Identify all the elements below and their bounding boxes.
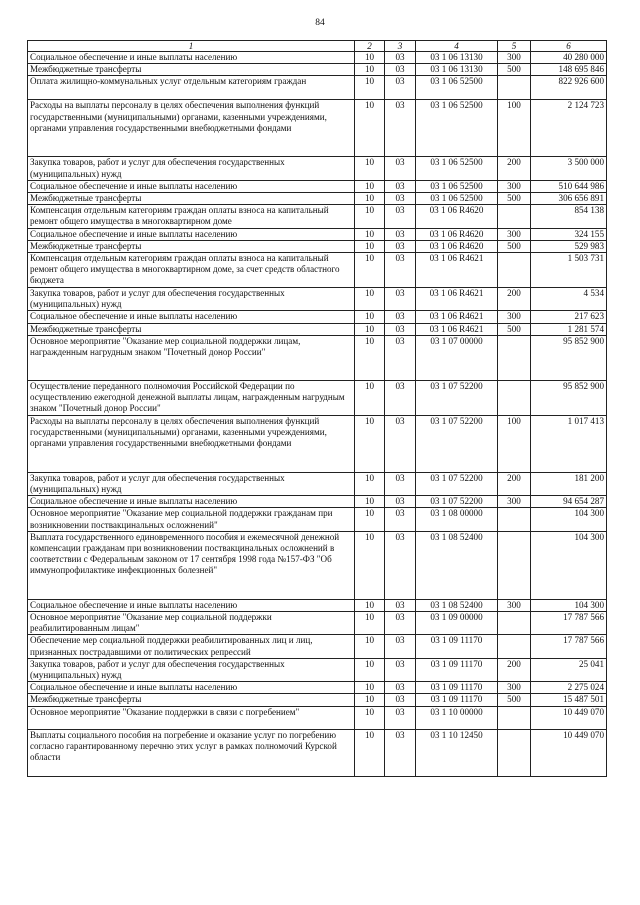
table-row <box>28 100 607 157</box>
row-section: 10 <box>355 253 385 288</box>
row-section: 10 <box>355 682 385 694</box>
row-subsection: 03 <box>385 240 416 252</box>
row-amount: 529 983 <box>531 240 607 252</box>
table-row <box>28 205 607 228</box>
table-row <box>28 531 607 599</box>
row-amount: 2 275 024 <box>531 682 607 694</box>
row-target-code: 03 1 07 52200 <box>416 496 498 508</box>
row-subsection: 03 <box>385 706 416 729</box>
row-target-code: 03 1 06 13130 <box>416 64 498 76</box>
row-expense-type <box>498 706 531 729</box>
row-amount: 1 281 574 <box>531 323 607 335</box>
row-expense-type: 100 <box>498 415 531 472</box>
row-amount: 95 852 900 <box>531 335 607 380</box>
row-expense-type: 500 <box>498 694 531 706</box>
row-target-code: 03 1 06 R4620 <box>416 205 498 228</box>
row-amount: 10 449 070 <box>531 706 607 729</box>
column-header: 2 <box>355 41 385 52</box>
row-section: 10 <box>355 228 385 240</box>
row-name: Межбюджетные трансферты <box>28 694 355 706</box>
table-row <box>28 157 607 180</box>
row-amount: 104 300 <box>531 599 607 611</box>
row-section: 10 <box>355 472 385 495</box>
row-amount: 3 500 000 <box>531 157 607 180</box>
row-expense-type: 100 <box>498 100 531 157</box>
row-expense-type <box>498 253 531 288</box>
table-row <box>28 415 607 472</box>
row-subsection: 03 <box>385 380 416 415</box>
table-row <box>28 288 607 311</box>
row-amount: 17 787 566 <box>531 635 607 658</box>
row-amount: 1 503 731 <box>531 253 607 288</box>
row-name: Социальное обеспечение и иные выплаты населению <box>28 228 355 240</box>
row-section: 10 <box>355 64 385 76</box>
page-number: 84 <box>315 18 325 28</box>
row-section: 10 <box>355 311 385 323</box>
row-name: Социальное обеспечение и иные выплаты населению <box>28 180 355 192</box>
table-row <box>28 508 607 531</box>
row-expense-type: 200 <box>498 472 531 495</box>
row-expense-type: 300 <box>498 180 531 192</box>
column-header: 3 <box>385 41 416 52</box>
table-row <box>28 193 607 205</box>
row-expense-type: 300 <box>498 52 531 64</box>
row-target-code: 03 1 10 12450 <box>416 729 498 776</box>
row-subsection: 03 <box>385 729 416 776</box>
row-amount: 95 852 900 <box>531 380 607 415</box>
row-subsection: 03 <box>385 612 416 635</box>
row-target-code: 03 1 06 R4620 <box>416 228 498 240</box>
row-section: 10 <box>355 496 385 508</box>
row-name: Основное мероприятие "Оказание мер социальной поддержки реабилитированным лицам" <box>28 612 355 635</box>
row-amount: 510 644 986 <box>531 180 607 192</box>
row-expense-type <box>498 612 531 635</box>
row-target-code: 03 1 06 52500 <box>416 100 498 157</box>
row-amount: 148 695 846 <box>531 64 607 76</box>
row-section: 10 <box>355 706 385 729</box>
table-row <box>28 472 607 495</box>
row-expense-type: 200 <box>498 288 531 311</box>
row-target-code: 03 1 08 52400 <box>416 599 498 611</box>
row-expense-type <box>498 531 531 599</box>
row-name: Межбюджетные трансферты <box>28 193 355 205</box>
row-target-code: 03 1 07 52200 <box>416 472 498 495</box>
row-target-code: 03 1 06 52500 <box>416 193 498 205</box>
row-subsection: 03 <box>385 472 416 495</box>
row-name: Закупка товаров, работ и услуг для обеспечения государственных (муниципальных) нужд <box>28 288 355 311</box>
row-subsection: 03 <box>385 496 416 508</box>
row-expense-type: 500 <box>498 323 531 335</box>
row-subsection: 03 <box>385 76 416 100</box>
row-name: Обеспечение мер социальной поддержки реабилитированных лиц и лиц, признанных пострадавшими от политических репрессий <box>28 635 355 658</box>
row-section: 10 <box>355 193 385 205</box>
row-subsection: 03 <box>385 531 416 599</box>
row-subsection: 03 <box>385 682 416 694</box>
table-row <box>28 76 607 100</box>
row-subsection: 03 <box>385 228 416 240</box>
row-name: Социальное обеспечение и иные выплаты населению <box>28 682 355 694</box>
row-name: Социальное обеспечение и иные выплаты населению <box>28 496 355 508</box>
row-name: Компенсация отдельным категориям граждан оплаты взноса на капитальный ремонт общего имущества в многоквартирном доме, за счет средств областного бюджета <box>28 253 355 288</box>
row-amount: 94 654 287 <box>531 496 607 508</box>
table-row <box>28 311 607 323</box>
row-section: 10 <box>355 612 385 635</box>
row-subsection: 03 <box>385 157 416 180</box>
row-subsection: 03 <box>385 311 416 323</box>
row-expense-type <box>498 380 531 415</box>
row-section: 10 <box>355 508 385 531</box>
table-row <box>28 323 607 335</box>
row-amount: 25 041 <box>531 658 607 681</box>
table-row <box>28 706 607 729</box>
column-header: 5 <box>498 41 531 52</box>
row-expense-type: 300 <box>498 682 531 694</box>
row-section: 10 <box>355 599 385 611</box>
row-name: Расходы на выплаты персоналу в целях обеспечения выполнения функций государственными (муниципальными) органами, казенными учреждениями, органами управления государственными внебюджетными фондами <box>28 415 355 472</box>
row-target-code: 03 1 08 00000 <box>416 508 498 531</box>
row-amount: 10 449 070 <box>531 729 607 776</box>
table-row <box>28 612 607 635</box>
row-target-code: 03 1 06 52500 <box>416 180 498 192</box>
row-amount: 15 487 501 <box>531 694 607 706</box>
row-target-code: 03 1 09 00000 <box>416 612 498 635</box>
row-section: 10 <box>355 323 385 335</box>
row-name: Закупка товаров, работ и услуг для обеспечения государственных (муниципальных) нужд <box>28 658 355 681</box>
table-row <box>28 694 607 706</box>
row-target-code: 03 1 06 52500 <box>416 157 498 180</box>
table-row <box>28 180 607 192</box>
row-name: Основное мероприятие "Оказание мер социальной поддержки лицам, награжденным нагрудным знаком "Почетный донор России" <box>28 335 355 380</box>
row-target-code: 03 1 06 13130 <box>416 52 498 64</box>
row-section: 10 <box>355 658 385 681</box>
row-target-code: 03 1 09 11170 <box>416 658 498 681</box>
row-expense-type <box>498 508 531 531</box>
row-target-code: 03 1 06 R4621 <box>416 311 498 323</box>
table-row <box>28 380 607 415</box>
row-name: Межбюджетные трансферты <box>28 323 355 335</box>
column-header: 1 <box>28 41 355 52</box>
row-expense-type: 500 <box>498 193 531 205</box>
row-expense-type: 300 <box>498 599 531 611</box>
row-subsection: 03 <box>385 323 416 335</box>
row-expense-type: 300 <box>498 228 531 240</box>
row-expense-type <box>498 335 531 380</box>
row-name: Закупка товаров, работ и услуг для обеспечения государственных (муниципальных) нужд <box>28 157 355 180</box>
row-amount: 104 300 <box>531 508 607 531</box>
row-amount: 181 200 <box>531 472 607 495</box>
row-target-code: 03 1 06 R4621 <box>416 288 498 311</box>
table-row <box>28 52 607 64</box>
row-amount: 217 623 <box>531 311 607 323</box>
row-expense-type: 500 <box>498 64 531 76</box>
table-row <box>28 335 607 380</box>
row-amount: 854 138 <box>531 205 607 228</box>
row-subsection: 03 <box>385 100 416 157</box>
row-name: Оплата жилищно-коммунальных услуг отдельным категориям граждан <box>28 76 355 100</box>
row-amount: 306 656 891 <box>531 193 607 205</box>
row-expense-type <box>498 635 531 658</box>
table-header-row <box>28 41 607 52</box>
row-section: 10 <box>355 100 385 157</box>
row-expense-type: 300 <box>498 496 531 508</box>
row-target-code: 03 1 06 R4621 <box>416 253 498 288</box>
table-row <box>28 635 607 658</box>
row-subsection: 03 <box>385 180 416 192</box>
row-amount: 40 280 000 <box>531 52 607 64</box>
table-row <box>28 496 607 508</box>
row-expense-type <box>498 729 531 776</box>
row-expense-type <box>498 205 531 228</box>
row-section: 10 <box>355 380 385 415</box>
row-amount: 2 124 723 <box>531 100 607 157</box>
row-expense-type: 300 <box>498 311 531 323</box>
row-target-code: 03 1 06 R4621 <box>416 323 498 335</box>
row-section: 10 <box>355 729 385 776</box>
row-subsection: 03 <box>385 635 416 658</box>
table-row <box>28 64 607 76</box>
row-section: 10 <box>355 635 385 658</box>
row-section: 10 <box>355 335 385 380</box>
row-target-code: 03 1 07 52200 <box>416 415 498 472</box>
table-row <box>28 682 607 694</box>
row-subsection: 03 <box>385 52 416 64</box>
row-section: 10 <box>355 157 385 180</box>
table-row <box>28 253 607 288</box>
row-target-code: 03 1 07 52200 <box>416 380 498 415</box>
row-subsection: 03 <box>385 694 416 706</box>
row-subsection: 03 <box>385 508 416 531</box>
row-subsection: 03 <box>385 288 416 311</box>
table-row <box>28 240 607 252</box>
row-name: Закупка товаров, работ и услуг для обеспечения государственных (муниципальных) нужд <box>28 472 355 495</box>
row-amount: 104 300 <box>531 531 607 599</box>
row-name: Социальное обеспечение и иные выплаты населению <box>28 52 355 64</box>
row-target-code: 03 1 10 00000 <box>416 706 498 729</box>
row-amount: 1 017 413 <box>531 415 607 472</box>
row-expense-type: 500 <box>498 240 531 252</box>
row-section: 10 <box>355 415 385 472</box>
row-subsection: 03 <box>385 335 416 380</box>
row-section: 10 <box>355 76 385 100</box>
row-section: 10 <box>355 205 385 228</box>
row-amount: 822 926 600 <box>531 76 607 100</box>
row-target-code: 03 1 09 11170 <box>416 694 498 706</box>
row-section: 10 <box>355 52 385 64</box>
row-section: 10 <box>355 240 385 252</box>
row-section: 10 <box>355 531 385 599</box>
row-section: 10 <box>355 288 385 311</box>
row-subsection: 03 <box>385 658 416 681</box>
table-row <box>28 599 607 611</box>
row-amount: 4 534 <box>531 288 607 311</box>
row-expense-type: 200 <box>498 157 531 180</box>
row-name: Социальное обеспечение и иные выплаты населению <box>28 599 355 611</box>
row-subsection: 03 <box>385 253 416 288</box>
row-target-code: 03 1 07 00000 <box>416 335 498 380</box>
row-name: Выплаты социального пособия на погребение и оказание услуг по погребению согласно гарантированному перечню этих услуг в рамках полномочий Курской области <box>28 729 355 776</box>
row-name: Социальное обеспечение и иные выплаты населению <box>28 311 355 323</box>
row-section: 10 <box>355 180 385 192</box>
column-header: 6 <box>531 41 607 52</box>
row-name: Осуществление переданного полномочия Российской Федерации по осуществлению ежегодной денежной выплаты лицам, награжденным нагрудным знаком "Почетный донор России" <box>28 380 355 415</box>
column-header: 4 <box>416 41 498 52</box>
row-subsection: 03 <box>385 193 416 205</box>
table-row <box>28 658 607 681</box>
row-subsection: 03 <box>385 415 416 472</box>
row-subsection: 03 <box>385 64 416 76</box>
row-amount: 324 155 <box>531 228 607 240</box>
row-name: Компенсация отдельным категориям граждан оплаты взноса на капитальный ремонт общего имущества в многоквартирном доме <box>28 205 355 228</box>
row-name: Выплата государственного единовременного пособия и ежемесячной денежной компенсации гражданам при возникновении поствакцинальных осложнений в соответствии с Федеральным законом от 17 сентября 1998 года №157-ФЗ "Об иммунопрофилактике инфекционных болезней" <box>28 531 355 599</box>
row-subsection: 03 <box>385 205 416 228</box>
row-target-code: 03 1 06 R4620 <box>416 240 498 252</box>
row-name: Расходы на выплаты персоналу в целях обеспечения выполнения функций государственными (муниципальными) органами, казенными учреждениями, органами управления государственными внебюджетными фондами <box>28 100 355 157</box>
row-target-code: 03 1 09 11170 <box>416 682 498 694</box>
row-name: Основное мероприятие "Оказание мер социальной поддержки гражданам при возникновении поствакцинальных осложнений" <box>28 508 355 531</box>
row-subsection: 03 <box>385 599 416 611</box>
row-target-code: 03 1 06 52500 <box>416 76 498 100</box>
row-name: Межбюджетные трансферты <box>28 64 355 76</box>
table-row <box>28 729 607 776</box>
row-expense-type: 200 <box>498 658 531 681</box>
row-section: 10 <box>355 694 385 706</box>
table-row <box>28 228 607 240</box>
row-target-code: 03 1 08 52400 <box>416 531 498 599</box>
row-name: Межбюджетные трансферты <box>28 240 355 252</box>
row-amount: 17 787 566 <box>531 612 607 635</box>
budget-table <box>27 40 607 777</box>
row-expense-type <box>498 76 531 100</box>
row-name: Основное мероприятие "Оказание поддержки в связи с погребением" <box>28 706 355 729</box>
row-target-code: 03 1 09 11170 <box>416 635 498 658</box>
